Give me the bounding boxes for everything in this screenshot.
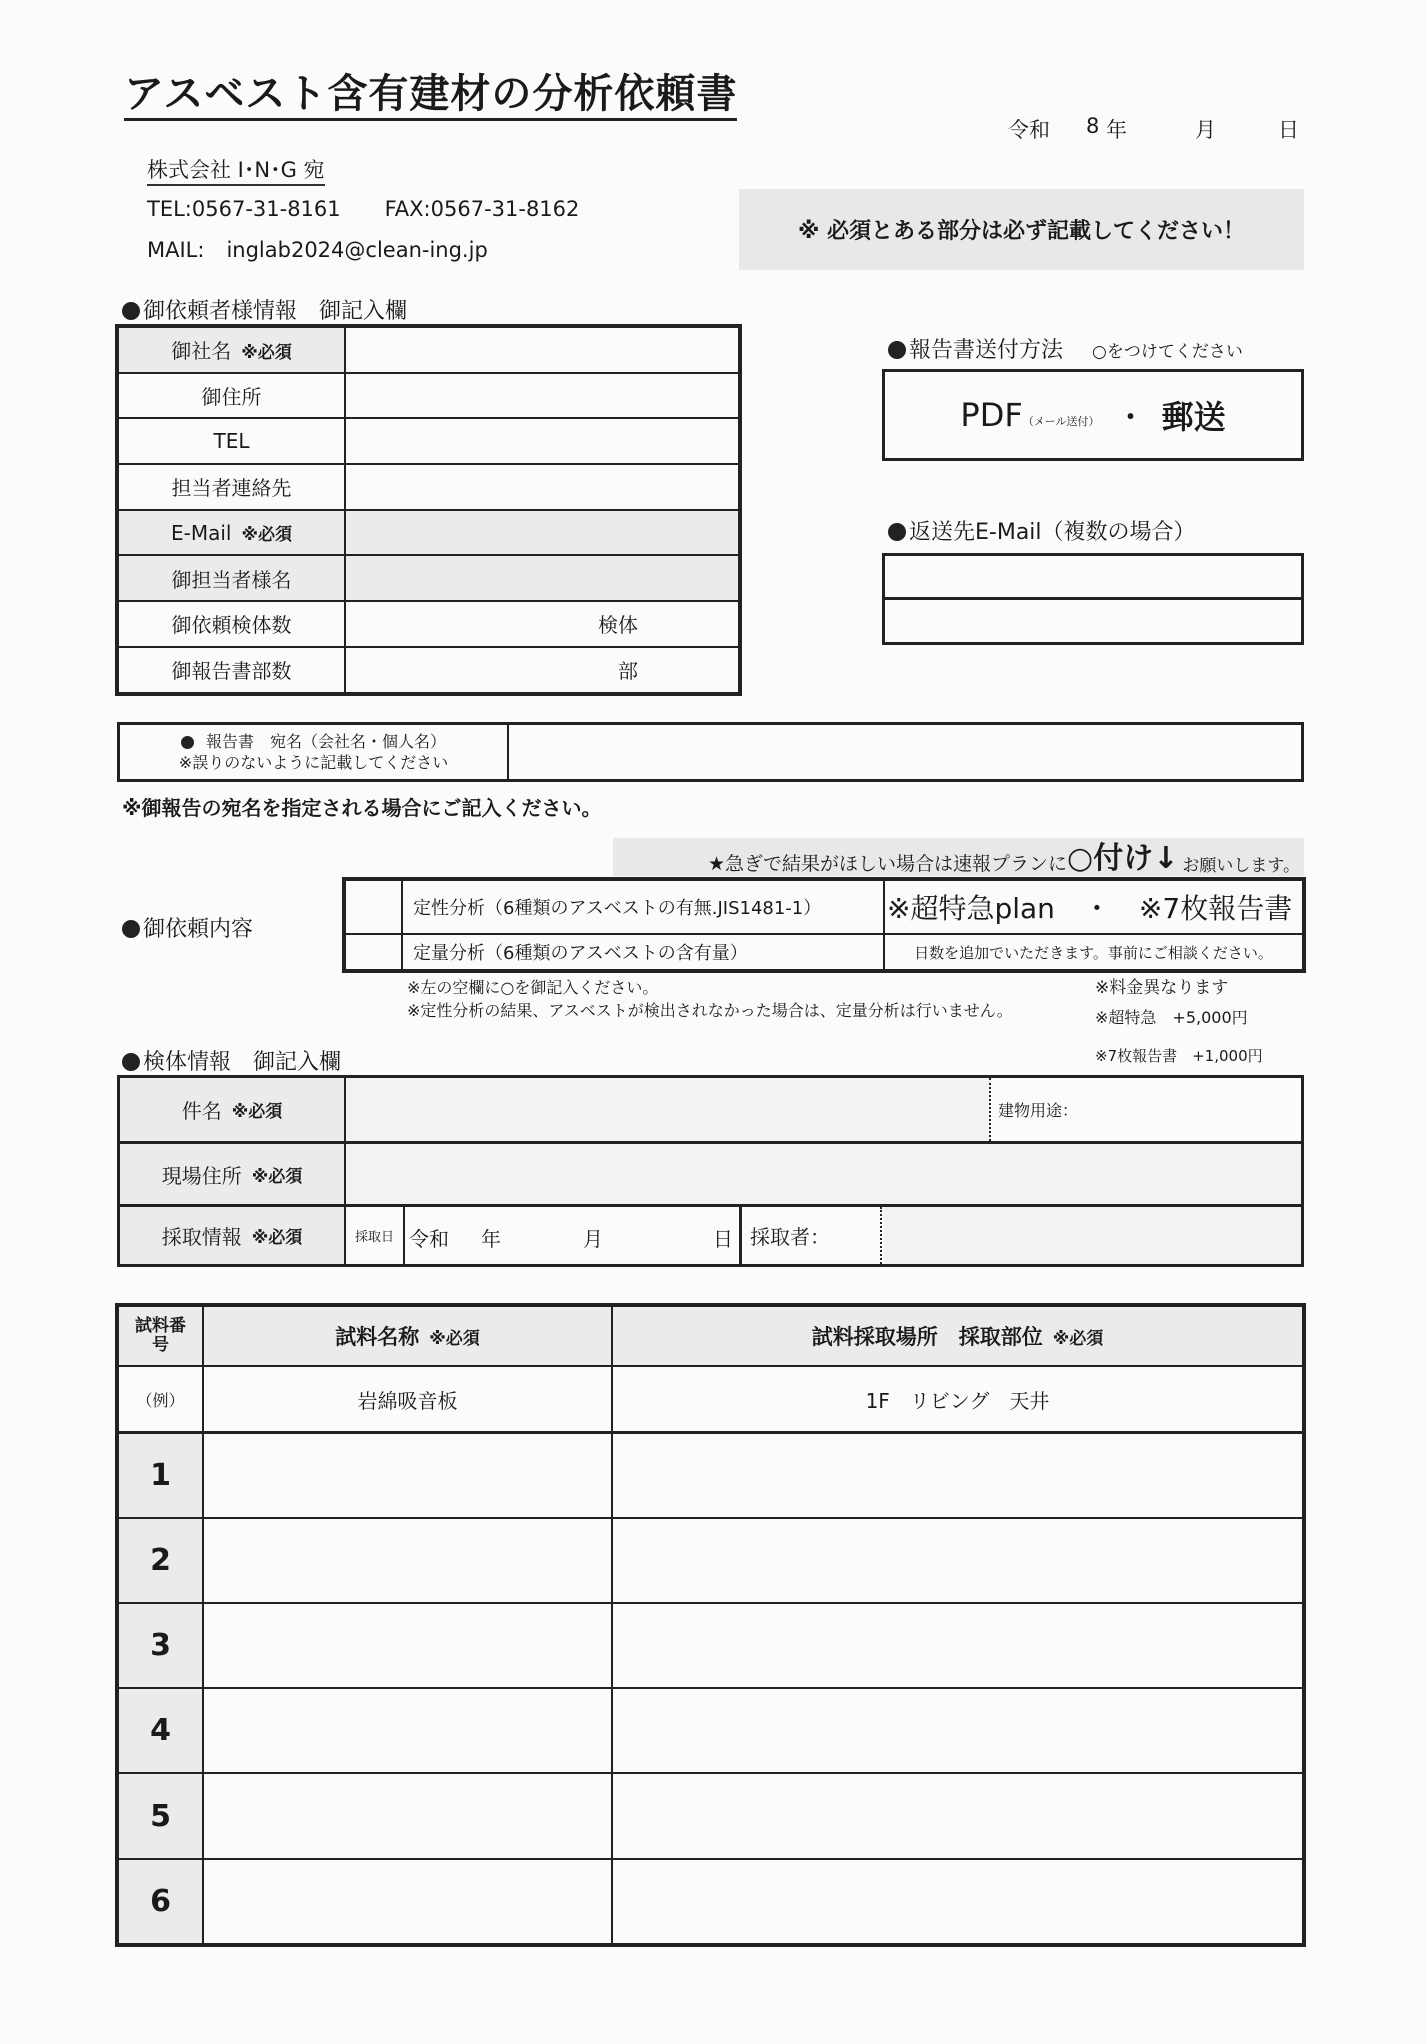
sample-location-input[interactable] (612, 1432, 1303, 1517)
express-plan-banner (613, 838, 1304, 876)
client-row-label (118, 373, 345, 419)
client-row-input[interactable] (345, 464, 739, 510)
bullet-icon (888, 523, 906, 541)
sample-location-input[interactable] (612, 1859, 1303, 1944)
client-row-input[interactable] (345, 601, 739, 647)
bullet-icon (181, 736, 194, 749)
delivery-separator: ・ (1117, 402, 1144, 433)
sample-row (118, 1773, 1303, 1858)
col-sample-location (612, 1306, 1303, 1366)
client-info-table (117, 326, 740, 694)
quantitative-analysis-label: 定量分析（6種類のアスベストの含有量） (402, 934, 884, 970)
col-sample-name (203, 1306, 612, 1366)
client-row (118, 601, 739, 647)
client-row (118, 464, 739, 510)
client-row-label (118, 555, 345, 601)
client-row (118, 647, 739, 693)
samples-header-row (118, 1306, 1303, 1366)
client-row-label-text: 御住所 (201, 385, 262, 410)
sample-row (118, 1432, 1303, 1517)
return-email-title (888, 515, 1196, 546)
client-row-input[interactable] (345, 418, 739, 464)
example-row (118, 1366, 1303, 1432)
site-address-input[interactable] (346, 1144, 1301, 1204)
sample-name-input[interactable] (203, 1859, 612, 1944)
lab-mail[interactable]: inglab2024@clean-ing.jp (226, 238, 488, 262)
sample-name-input[interactable] (203, 1518, 612, 1603)
sampling-date-field[interactable] (405, 1207, 742, 1264)
client-row-label-text: 御社名 (171, 339, 232, 364)
return-email-field-2[interactable] (882, 597, 1304, 645)
client-row-label (118, 418, 345, 464)
client-row-input[interactable] (345, 373, 739, 419)
delivery-method-box (882, 369, 1304, 461)
sample-row (118, 1688, 1303, 1773)
qualitative-analysis-label: 定性分析（6種類のアスベストの有無.JIS1481-1） (402, 880, 884, 934)
sampling-date-label: 採取日 (346, 1207, 405, 1264)
sample-location-input[interactable] (612, 1773, 1303, 1858)
return-email-field-1[interactable] (882, 553, 1304, 600)
sampling-year-unit: 年 (481, 1227, 501, 1251)
quantitative-checkbox[interactable] (345, 934, 402, 970)
delivery-title-text: 報告書送付方法 (909, 338, 1064, 363)
required-mark: ※必須 (231, 1102, 283, 1122)
client-section-title-text: 御依頼者様情報 御記入欄 (143, 299, 408, 324)
sample-location-input[interactable] (612, 1603, 1303, 1688)
client-row-label (118, 464, 345, 510)
required-mark: ※必須 (241, 343, 292, 364)
page-title: アスベスト含有建材の分析依頼書 (124, 70, 737, 121)
report-addressee-label-line1: 報告書 宛名（会社名・個人名） (205, 732, 446, 751)
delivery-option-pdf-sub: （メール送付） (1022, 415, 1100, 428)
request-note-2: ※定性分析の結果、アスベストが検出されなかった場合は、定量分析は行いません。 (407, 1001, 1013, 1020)
qualitative-checkbox[interactable] (345, 880, 402, 934)
sample-name-input[interactable] (203, 1688, 612, 1773)
client-row-label (118, 510, 345, 556)
required-mark: ※必須 (429, 1329, 480, 1350)
specimen-section-title (122, 1045, 341, 1076)
client-row (118, 555, 739, 601)
request-title-text: 御依頼内容 (143, 917, 254, 942)
col-sample-no: 試料番号 (118, 1306, 203, 1366)
sample-name-input[interactable] (203, 1603, 612, 1688)
client-row-input[interactable] (345, 555, 739, 601)
client-row (118, 327, 739, 373)
lab-addressee: 株式会社 I･N･G 宛 (147, 156, 325, 186)
sample-no: 1 (118, 1432, 203, 1517)
sample-no: 6 (118, 1859, 203, 1944)
request-table (344, 879, 1304, 971)
fee-note-express: ※超特急 +5,000円 (1095, 1008, 1248, 1027)
lab-mail-label: MAIL: (147, 238, 205, 262)
client-row-label-text: 御報告書部数 (171, 659, 292, 684)
sample-location-input[interactable] (612, 1688, 1303, 1773)
sample-no: 5 (118, 1773, 203, 1858)
example-name: 岩綿吸音板 (203, 1366, 612, 1432)
example-location: 1F リビング 天井 (612, 1366, 1303, 1432)
sampler-label: 採取者： (742, 1207, 882, 1264)
samples-table (117, 1305, 1304, 1945)
banner-text-emph: ○付け↓ (1067, 841, 1179, 876)
client-row (118, 510, 739, 556)
sample-row (118, 1518, 1303, 1603)
return-email-title-text: 返送先E-Mail（複数の場合） (909, 520, 1196, 545)
client-row-label (118, 601, 345, 647)
client-row (118, 373, 739, 419)
delivery-section-title (888, 333, 1243, 364)
sample-name-input[interactable] (203, 1773, 612, 1858)
date-era: 令和 (1008, 118, 1050, 142)
report-addressee-box (117, 722, 1304, 782)
date-year[interactable]: 8 (1086, 114, 1100, 138)
client-row-input[interactable] (345, 647, 739, 693)
date-month-unit: 月 (1195, 118, 1216, 142)
delivery-option-mail[interactable]: 郵送 (1161, 398, 1226, 436)
col-sample-location-text: 試料採取場所 採取部位 (811, 1325, 1043, 1350)
banner-text-pre: ★急ぎで結果がほしい場合は速報プランに (707, 853, 1068, 875)
specimen-title-text: 検体情報 御記入欄 (143, 1050, 342, 1075)
sampler-input[interactable] (884, 1207, 1301, 1264)
client-row-input[interactable] (345, 327, 739, 373)
required-mark: ※必須 (241, 525, 292, 546)
sample-row (118, 1603, 1303, 1688)
express-plan-options[interactable]: ※超特急plan ・ ※7枚報告書 (884, 880, 1303, 934)
required-mark: ※必須 (251, 1228, 303, 1248)
client-section-title (122, 294, 407, 325)
client-row-unit: 検体 (598, 613, 638, 638)
lab-phone-line (147, 197, 579, 221)
banner-text-post: お願いします。 (1182, 856, 1300, 876)
client-row-label-text: E-Mail (170, 521, 232, 546)
sampling-era: 令和 (409, 1227, 449, 1251)
subject-label-text: 件名 (181, 1099, 222, 1123)
client-row-input[interactable] (345, 510, 739, 556)
subject-input[interactable] (346, 1078, 991, 1141)
bullet-icon (122, 1053, 140, 1071)
client-row-label-text: TEL (213, 429, 250, 454)
bullet-icon (122, 920, 140, 938)
example-no: （例） (118, 1366, 203, 1432)
client-row-unit: 部 (618, 659, 638, 684)
date-year-unit: 年 (1106, 118, 1127, 142)
sample-row (118, 1859, 1303, 1944)
sample-name-input[interactable] (203, 1432, 612, 1517)
bullet-icon (888, 341, 906, 359)
specimen-info-table (117, 1075, 1304, 1267)
sampling-info-label-text: 採取情報 (161, 1225, 242, 1249)
sample-no: 3 (118, 1603, 203, 1688)
sampling-day-unit: 日 (713, 1227, 733, 1251)
client-row-label-text: 御依頼検体数 (171, 613, 292, 638)
client-row-label-text: 担当者連絡先 (171, 476, 292, 501)
express-plan-note: 日数を追加でいただきます。事前にご相談ください。 (884, 934, 1303, 970)
sampling-info-label (120, 1207, 346, 1264)
fee-note-header: ※料金異なります (1095, 978, 1229, 998)
report-addressee-label-line2: ※誤りのないように記載してください (178, 753, 449, 772)
site-address-label-text: 現場住所 (161, 1163, 242, 1188)
bullet-icon (122, 302, 140, 320)
subject-label (120, 1078, 346, 1141)
building-use-field[interactable] (998, 1078, 1298, 1141)
lab-fax: FAX:0567-31-8162 (384, 197, 580, 221)
report-addressee-note: ※御報告の宛名を指定される場合にご記入ください。 (122, 796, 602, 820)
report-addressee-input[interactable] (509, 725, 1301, 779)
delivery-hint: ○をつけてください (1092, 342, 1243, 362)
client-row (118, 418, 739, 464)
col-sample-name-text: 試料名称 (335, 1325, 420, 1350)
fee-note-seven-reports: ※7枚報告書 +1,000円 (1095, 1047, 1263, 1065)
building-use-label: 建物用途： (998, 1101, 1079, 1120)
client-row-label-text: 御担当者様名 (171, 567, 292, 592)
client-row-label (118, 647, 345, 693)
report-addressee-label (120, 725, 509, 779)
site-address-label (120, 1144, 346, 1204)
client-row-label (118, 327, 345, 373)
lab-tel: TEL:0567-31-8161 (147, 197, 341, 221)
sample-no: 2 (118, 1518, 203, 1603)
request-section-title (122, 912, 253, 943)
date-day-unit: 日 (1278, 118, 1299, 142)
required-notice: ※ 必須とある部分は必ず記載してください！ (739, 189, 1304, 270)
required-mark: ※必須 (1052, 1329, 1104, 1350)
lab-mail-line (147, 238, 488, 262)
sample-location-input[interactable] (612, 1518, 1303, 1603)
delivery-option-pdf[interactable]: PDF (960, 396, 1023, 434)
sample-no: 4 (118, 1688, 203, 1773)
request-note-1: ※左の空欄に○を御記入ください。 (407, 978, 659, 997)
sampling-month-unit: 月 (583, 1227, 603, 1251)
required-mark: ※必須 (251, 1166, 303, 1187)
